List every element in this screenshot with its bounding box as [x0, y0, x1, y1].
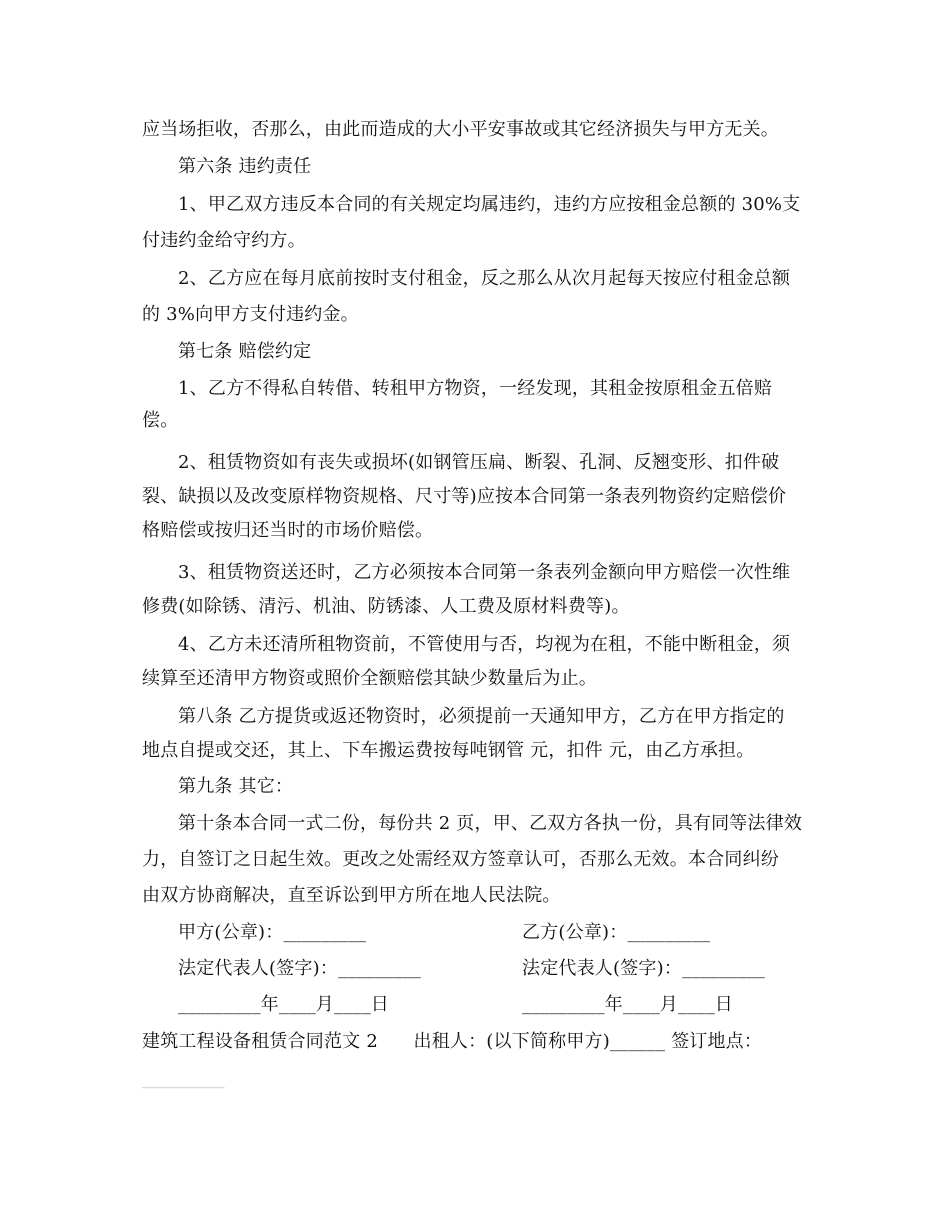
- blank-underline: _________: [142, 1068, 225, 1089]
- text-line: 3、租赁物资送还时，乙方必须按本合同第一条表列金额向甲方赔偿一次性维: [178, 562, 791, 583]
- text-line: 的 3%向甲方支付违约金。: [142, 304, 359, 325]
- party-a-date-field: _________年____月____日: [178, 994, 389, 1015]
- text-line: 付违约金给守约方。: [142, 230, 306, 251]
- text-line: 1、甲乙双方违反本合同的有关规定均属违约，违约方应按租金总额的 30%支: [178, 194, 801, 215]
- text-line: 第八条 乙方提货或返还物资时，必须提前一天通知甲方，乙方在甲方指定的: [178, 706, 785, 727]
- text-line: 格赔偿或按归还当时的市场价赔偿。: [142, 520, 434, 541]
- text-line: 2、租赁物资如有丧失或损坏(如钢管压扁、断裂、孔洞、反翘变形、扣件破: [178, 452, 780, 473]
- text-line: 由双方协商解决，直至诉讼到甲方所在地人民法院。: [142, 885, 561, 906]
- text-line: 力，自签订之日起生效。更改之处需经双方签章认可，否那么无效。本合同纠纷: [142, 849, 779, 870]
- text-line: 应当场拒收，否那么，由此而造成的大小平安事故或其它经济损失与甲方无关。: [142, 119, 779, 140]
- text-line: 第十条本合同一式二份，每份共 2 页，甲、乙双方各执一份，具有同等法律效: [178, 813, 803, 834]
- text-line: 裂、缺损以及改变原样物资规格、尺寸等)应按本合同第一条表列物资约定赔偿价: [142, 486, 787, 507]
- text-line: 2、乙方应在每月底前按时支付租金，反之那么从次月起每天按应付租金总额: [178, 268, 791, 289]
- text-line: 修费(如除锈、清污、机油、防锈漆、人工费及原材料费等)。: [142, 596, 630, 617]
- text-line: 1、乙方不得私自转借、转租甲方物资，一经发现，其租金按原租金五倍赔: [178, 378, 773, 399]
- text-line: 4、乙方未还清所租物资前，不管使用与否，均视为在租，不能中断租金，须: [178, 634, 791, 655]
- text-line: 续算至还清甲方物资或照价全额赔偿其缺少数量后为止。: [142, 668, 597, 689]
- next-section-heading: 建筑工程设备租赁合同范文 2 出租人：(以下简称甲方)______ 签订地点：: [142, 1031, 763, 1052]
- party-a-representative-field: 法定代表人(签字)：_________: [178, 958, 421, 979]
- text-line: 偿。: [142, 410, 179, 431]
- party-b-seal-field: 乙方(公章)：_________: [522, 922, 711, 943]
- article-heading: 第七条 赔偿约定: [178, 341, 312, 362]
- article-heading: 第六条 违约责任: [178, 156, 312, 177]
- article-heading: 第九条 其它：: [178, 776, 294, 797]
- text-line: 地点自提或交还，其上、下车搬运费按每吨钢管 元，扣件 元，由乙方承担。: [142, 740, 755, 761]
- party-a-seal-field: 甲方(公章)：_________: [178, 922, 367, 943]
- party-b-date-field: _________年____月____日: [522, 994, 733, 1015]
- party-b-representative-field: 法定代表人(签字)：_________: [522, 958, 765, 979]
